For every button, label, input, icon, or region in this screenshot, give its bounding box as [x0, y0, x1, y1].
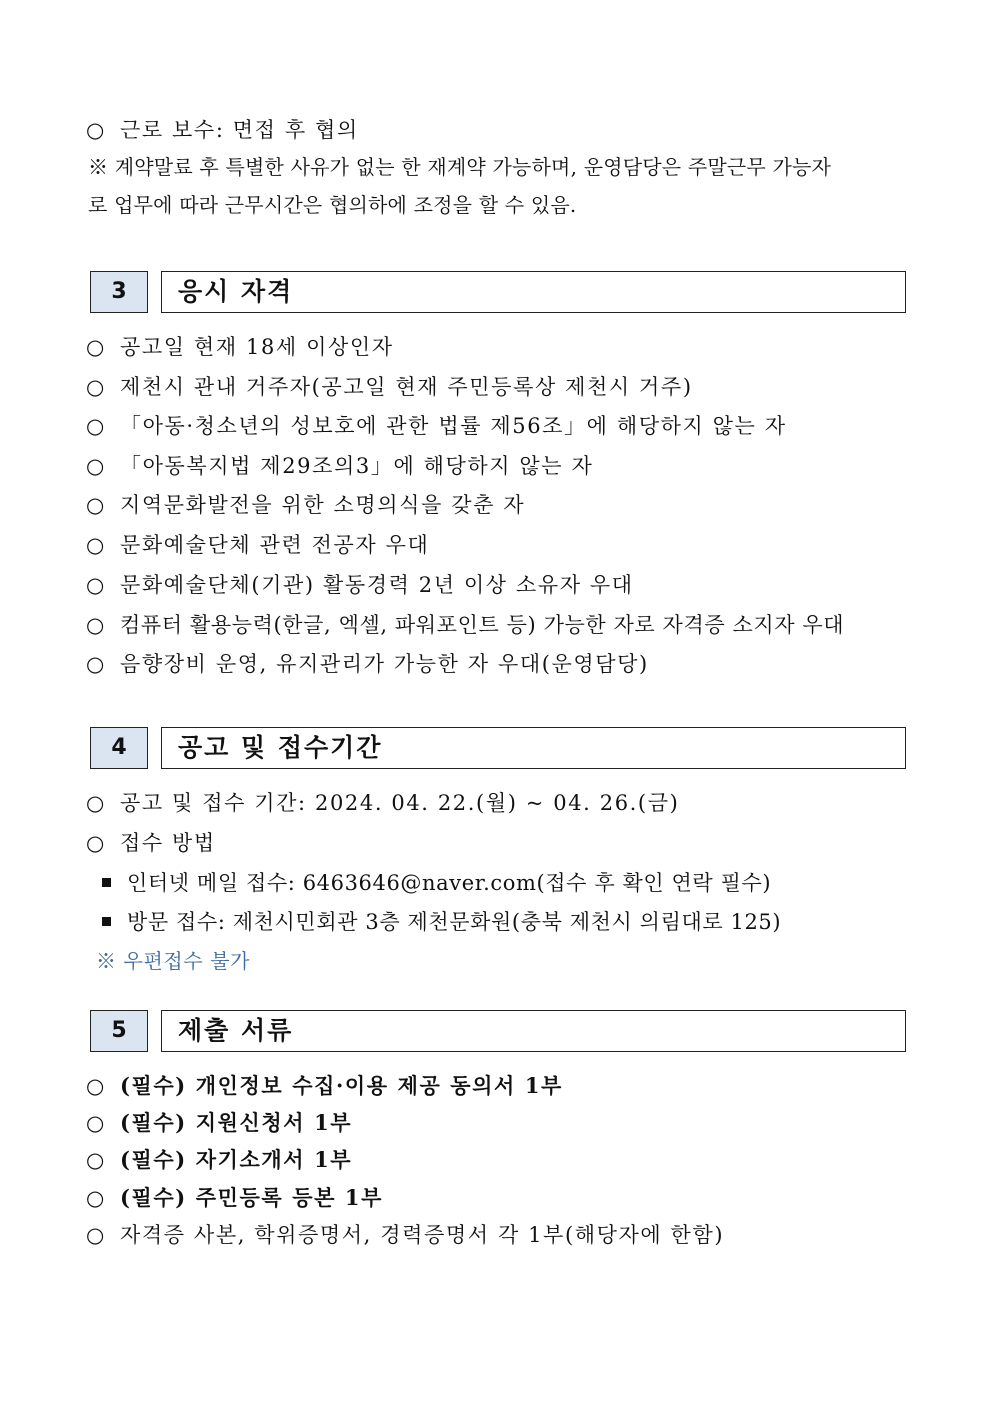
- circle-bullet-icon: ○: [86, 1074, 106, 1098]
- section-3-title: 응시 자격: [161, 271, 906, 313]
- square-bullet-icon: [102, 917, 111, 926]
- square-bullet-icon: [102, 878, 111, 887]
- list-item: ○ (필수) 주민등록 등본 1부: [86, 1185, 383, 1210]
- section-4-number: 4: [90, 727, 148, 769]
- pay-note-line-1: ※ 계약말료 후 특별한 사유가 없는 한 재계약 가능하며, 운영담당은 주말근무 가능자: [88, 155, 832, 179]
- list-item: ○ 접수 방법: [86, 831, 216, 855]
- section-4-title: 공고 및 접수기간: [161, 727, 906, 769]
- list-item: ○ (필수) 지원신청서 1부: [86, 1110, 353, 1135]
- circle-bullet-icon: ○: [86, 613, 105, 637]
- circle-bullet-icon: ○: [86, 831, 106, 855]
- list-item: ○ 자격증 사본, 학위증명서, 경력증명서 각 1부(해당자에 한함): [86, 1223, 725, 1247]
- list-item: ○ 공고일 현재 18세 이상인자: [86, 335, 394, 359]
- postal-note: ※ 우편접수 불가: [96, 949, 251, 973]
- section-3-number: 3: [90, 271, 148, 313]
- section-5-title: 제출 서류: [161, 1010, 906, 1052]
- circle-bullet-icon: ○: [86, 1186, 106, 1210]
- circle-bullet-icon: ○: [86, 791, 106, 815]
- list-item: ○ 음향장비 운영, 유지관리가 가능한 자 우대(운영담당): [86, 652, 649, 676]
- list-item: ○ 컴퓨터 활용능력(한글, 엑셀, 파워포인트 등) 가능한 자로 자격증 소지자 우대: [86, 613, 845, 637]
- circle-bullet-icon: ○: [86, 493, 106, 517]
- pay-line: ○ 근로 보수: 면접 후 협의: [86, 118, 359, 142]
- circle-bullet-icon: ○: [86, 454, 106, 478]
- circle-bullet-icon: ○: [86, 1148, 106, 1172]
- circle-bullet-icon: ○: [86, 1111, 106, 1135]
- list-item: ○ 문화예술단체(기관) 활동경력 2년 이상 소유자 우대: [86, 573, 634, 597]
- circle-bullet-icon: ○: [86, 335, 106, 359]
- list-item: ○ 제천시 관내 거주자(공고일 현재 주민등록상 제천시 거주): [86, 375, 693, 399]
- list-item: ○ 「아동·청소년의 성보호에 관한 법률 제56조」에 해당하지 않는 자: [86, 414, 787, 438]
- section-5-number: 5: [90, 1010, 148, 1052]
- list-item: ○ 지역문화발전을 위한 소명의식을 갖춘 자: [86, 493, 526, 517]
- circle-bullet-icon: ○: [86, 533, 106, 557]
- sub-list-item: 방문 접수: 제천시민회관 3층 제천문화원(충북 제천시 의림대로 125): [102, 908, 781, 936]
- circle-bullet-icon: ○: [86, 118, 106, 142]
- sub-list-item: 인터넷 메일 접수: 6463646@naver.com(접수 후 확인 연락 필수): [102, 869, 771, 897]
- list-item: ○ 공고 및 접수 기간: 2024. 04. 22.(월) ~ 04. 26.(금): [86, 791, 680, 815]
- circle-bullet-icon: ○: [86, 375, 106, 399]
- circle-bullet-icon: ○: [86, 1223, 106, 1247]
- circle-bullet-icon: ○: [86, 652, 106, 676]
- list-item: ○ 「아동복지법 제29조의3」에 해당하지 않는 자: [86, 454, 594, 478]
- list-item: ○ (필수) 개인정보 수집·이용 제공 동의서 1부: [86, 1073, 563, 1098]
- pay-note-line-2: 로 업무에 따라 근무시간은 협의하에 조정을 할 수 있음.: [88, 193, 577, 217]
- circle-bullet-icon: ○: [86, 573, 106, 597]
- list-item: ○ (필수) 자기소개서 1부: [86, 1147, 353, 1172]
- circle-bullet-icon: ○: [86, 414, 106, 438]
- list-item: ○ 문화예술단체 관련 전공자 우대: [86, 533, 430, 557]
